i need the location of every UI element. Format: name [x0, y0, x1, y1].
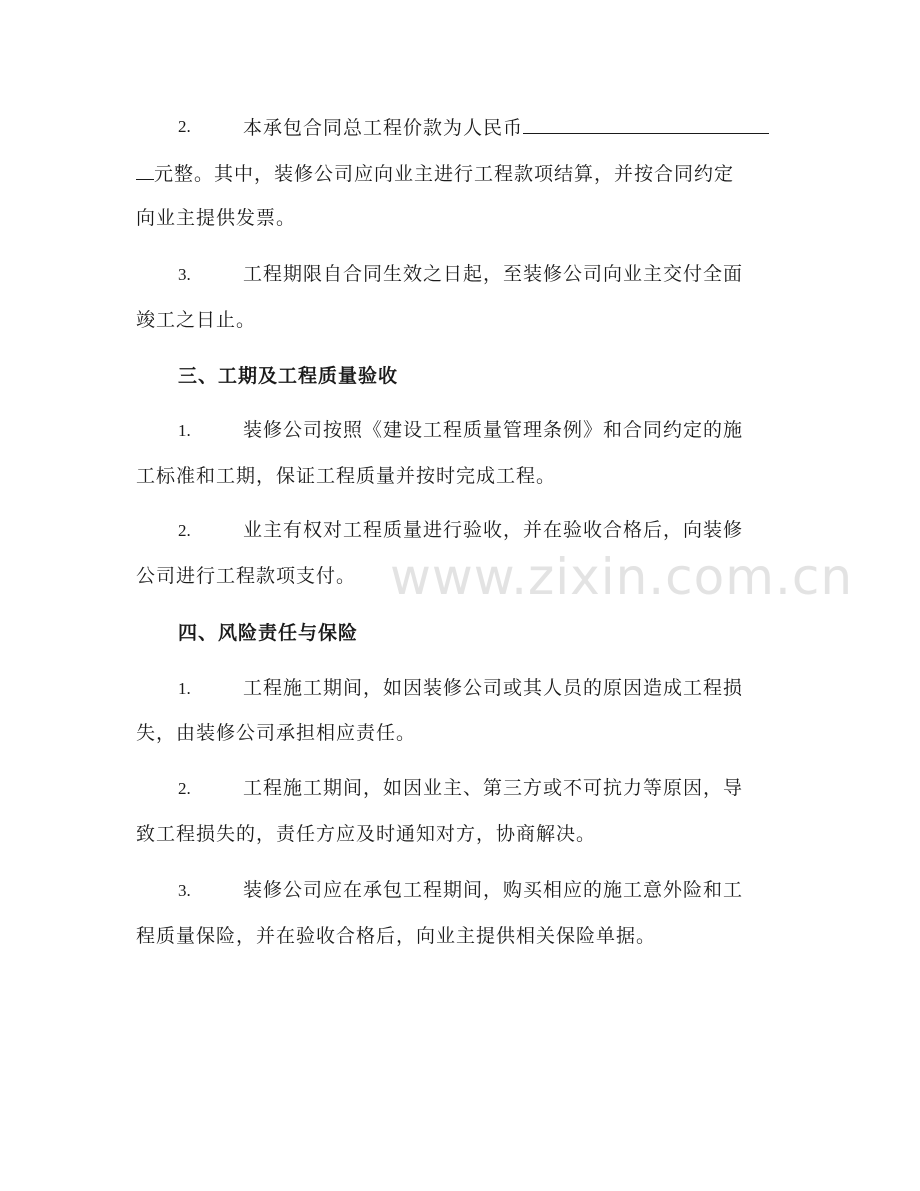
paragraph-line: 业主有权对工程质量进行验收，并在验收合格后，向装修 [243, 519, 744, 541]
paragraph-line: 向业主提供发票。 [136, 207, 297, 229]
paragraph-line: 装修公司按照《建设工程质量管理条例》和合同约定的施 [243, 419, 744, 441]
paragraph-line: 工程施工期间，如因业主、第三方或不可抗力等原因，导 [243, 777, 744, 799]
paragraph-line: 工标准和工期，保证工程质量并按时完成工程。 [136, 465, 557, 487]
section-heading: 三、工期及工程质量验收 [178, 365, 399, 387]
paragraph-text: 元整。其中，装修公司应向业主进行工程款项结算，并按合同约定 [154, 163, 735, 185]
item-number: 1. [178, 679, 191, 698]
paragraph-line [136, 159, 734, 187]
paragraph-line: 程质量保险，并在验收合格后，向业主提供相关保险单据。 [136, 925, 657, 947]
section-heading: 四、风险责任与保险 [178, 622, 359, 644]
item-number: 3. [178, 881, 191, 900]
paragraph-line: 工程期限自合同生效之日起，至装修公司向业主交付全面 [243, 263, 744, 285]
item-number: 2. [178, 779, 191, 798]
item-number: 2. [178, 117, 191, 136]
watermark-text: www.zixin.com.cn [390, 548, 854, 606]
paragraph-line [243, 113, 769, 141]
amount-blank-line [136, 159, 154, 180]
item-number: 1. [178, 421, 191, 440]
paragraph-line: 装修公司应在承包工程期间，购买相应的施工意外险和工 [243, 879, 744, 901]
paragraph-line: 失，由装修公司承担相应责任。 [136, 722, 417, 744]
paragraph-text: 本承包合同总工程价款为人民币 [243, 117, 524, 139]
amount-blank-line [523, 113, 769, 134]
paragraph-line: 工程施工期间，如因装修公司或其人员的原因造成工程损 [243, 677, 744, 699]
item-number: 3. [178, 265, 191, 284]
paragraph-line: 竣工之日止。 [136, 309, 257, 331]
item-number: 2. [178, 521, 191, 540]
paragraph-line: 致工程损失的，责任方应及时通知对方，协商解决。 [136, 823, 597, 845]
paragraph-line: 公司进行工程款项支付。 [136, 565, 357, 587]
